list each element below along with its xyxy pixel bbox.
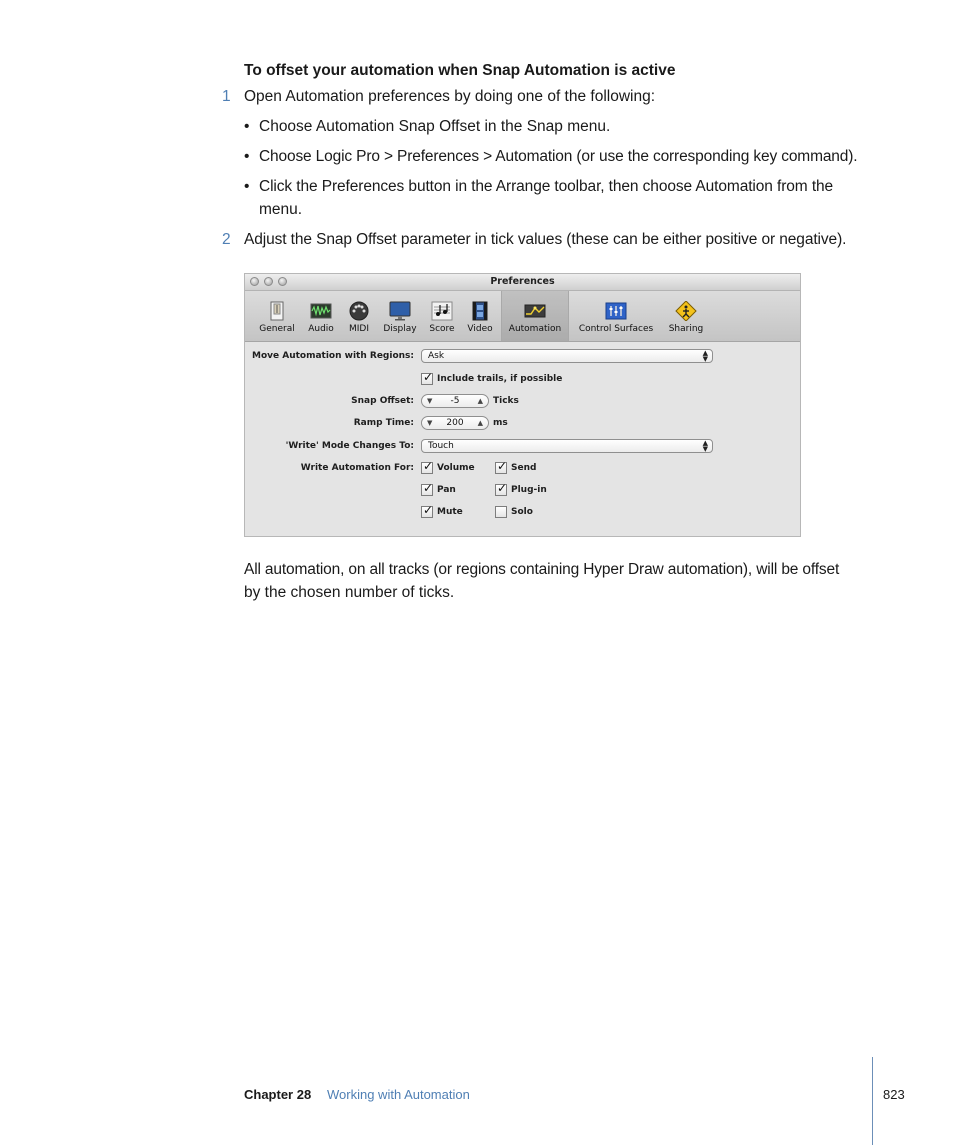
midi-icon xyxy=(348,301,370,321)
snap-offset-value: -5 xyxy=(450,396,460,406)
snap-offset-label: Snap Offset: xyxy=(351,396,414,406)
plug-in-label: Plug-in xyxy=(511,485,547,495)
snap-offset-unit: Ticks xyxy=(493,396,519,406)
popup-arrows-icon: ▲ ▼ xyxy=(702,439,708,453)
toolbar-item-automation[interactable] xyxy=(501,291,569,341)
checkmark-icon: ✓ xyxy=(497,481,508,495)
mute-checkbox[interactable] xyxy=(421,503,434,518)
toolbar-item-score[interactable] xyxy=(425,291,459,341)
volume-checkbox[interactable] xyxy=(421,459,434,474)
ramp-time-value: 200 xyxy=(446,418,464,428)
score-icon xyxy=(431,301,453,321)
ramp-time-label: Ramp Time: xyxy=(353,418,414,428)
solo-label: Solo xyxy=(511,507,533,517)
ramp-time-unit: ms xyxy=(493,418,508,428)
volume-label: Volume xyxy=(437,463,475,473)
toolbar-label: MIDI xyxy=(348,324,369,334)
closing-paragraph-line2: by the chosen number of ticks. xyxy=(244,584,455,601)
checkmark-icon: ✓ xyxy=(423,459,434,473)
checkmark-icon: ✓ xyxy=(423,503,434,517)
footer-divider xyxy=(872,1057,873,1145)
step-text-2: Adjust the Snap Offset parameter in tick values (these can be either positive or negative). xyxy=(244,231,847,248)
increment-icon[interactable]: ▲ xyxy=(477,397,483,405)
section-heading: To offset your automation when Snap Automation is active xyxy=(244,62,676,79)
popup-value: Ask xyxy=(428,351,445,361)
write-mode-popup[interactable] xyxy=(421,439,713,453)
send-label: Send xyxy=(511,463,537,473)
send-checkbox[interactable] xyxy=(495,459,508,474)
step-number-1: 1 xyxy=(222,88,231,105)
snap-offset-stepper[interactable] xyxy=(421,394,489,408)
write-mode-label: 'Write' Mode Changes To: xyxy=(285,441,414,451)
toolbar-label: Video xyxy=(467,324,493,334)
move-automation-popup[interactable] xyxy=(421,349,713,363)
bullet-marker: • xyxy=(244,178,250,195)
window-title: Preferences xyxy=(490,276,555,287)
checkmark-icon: ✓ xyxy=(423,370,434,384)
sharing-icon xyxy=(675,301,697,321)
bullet-marker: • xyxy=(244,118,250,135)
pan-checkbox[interactable] xyxy=(421,481,434,496)
bullet-text-2: Choose Logic Pro > Preferences > Automation (or use the corresponding key command). xyxy=(259,148,858,165)
bullet-text-3-line1: Click the Preferences button in the Arrange toolbar, then choose Automation from the xyxy=(259,178,834,195)
bullet-text-3-line2: menu. xyxy=(259,201,303,218)
automation-icon xyxy=(524,301,546,321)
control-surfaces-icon xyxy=(605,301,627,321)
toolbar-label: Score xyxy=(429,324,455,334)
toolbar-item-sharing[interactable] xyxy=(663,291,709,341)
move-automation-label: Move Automation with Regions: xyxy=(251,351,414,361)
toolbar-item-audio[interactable] xyxy=(303,291,339,341)
include-trails-checkbox[interactable] xyxy=(421,370,434,385)
bullet-marker: • xyxy=(244,148,250,165)
preferences-toolbar xyxy=(245,291,800,342)
pan-label: Pan xyxy=(437,485,456,495)
general-icon xyxy=(266,301,288,321)
toolbar-label: Display xyxy=(383,324,417,334)
toolbar-item-control-surfaces[interactable] xyxy=(573,291,659,341)
toolbar-item-midi[interactable] xyxy=(343,291,375,341)
toolbar-label: General xyxy=(259,324,295,334)
popup-value: Touch xyxy=(428,441,454,451)
toolbar-item-display[interactable] xyxy=(379,291,421,341)
audio-icon xyxy=(310,301,332,321)
step-number-2: 2 xyxy=(222,231,231,248)
solo-checkbox[interactable] xyxy=(495,506,507,518)
toolbar-label: Sharing xyxy=(668,324,704,334)
closing-paragraph-line1: All automation, on all tracks (or regions containing Hyper Draw automation), will be offset xyxy=(244,561,840,578)
preferences-window xyxy=(244,273,801,537)
toolbar-item-video[interactable] xyxy=(463,291,497,341)
toolbar-label: Audio xyxy=(308,324,334,334)
checkmark-icon: ✓ xyxy=(497,459,508,473)
display-icon xyxy=(389,301,411,321)
page-number: 823 xyxy=(883,1087,905,1102)
footer-chapter-title: Working with Automation xyxy=(327,1087,470,1102)
mute-label: Mute xyxy=(437,507,463,517)
toolbar-item-general[interactable] xyxy=(255,291,299,341)
checkmark-icon: ✓ xyxy=(423,481,434,495)
window-titlebar xyxy=(245,274,800,291)
include-trails-label: Include trails, if possible xyxy=(437,374,563,384)
ramp-time-stepper[interactable] xyxy=(421,416,489,430)
toolbar-label: Control Surfaces xyxy=(578,324,654,334)
bullet-text-1: Choose Automation Snap Offset in the Snap menu. xyxy=(259,118,611,135)
decrement-icon[interactable]: ▼ xyxy=(427,419,433,427)
footer-chapter: Chapter 28 xyxy=(244,1087,312,1102)
step-text-1: Open Automation preferences by doing one of the following: xyxy=(244,88,656,105)
decrement-icon[interactable]: ▼ xyxy=(427,397,433,405)
increment-icon[interactable]: ▲ xyxy=(477,419,483,427)
write-automation-for-label: Write Automation For: xyxy=(300,463,414,473)
video-icon xyxy=(469,301,491,321)
popup-arrows-icon: ▲ ▼ xyxy=(702,349,708,363)
toolbar-label: Automation xyxy=(508,324,562,334)
plug-in-checkbox[interactable] xyxy=(495,481,508,496)
